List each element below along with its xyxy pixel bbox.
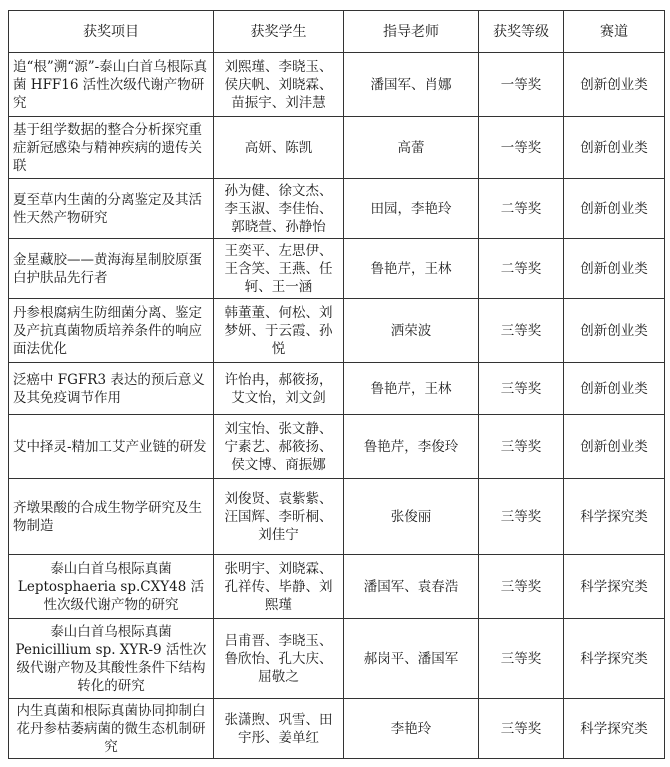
level-cell: 三等奖 [479, 479, 564, 555]
level-cell: 三等奖 [479, 299, 564, 363]
project-cell: 泰山白首乌根际真菌 Penicillium sp. XYR-9 活性次级代谢产物及其酸性条件下结构转化的研究 [9, 619, 214, 699]
level-cell: 三等奖 [479, 699, 564, 759]
table-row [9, 299, 665, 363]
level-cell: 一等奖 [479, 117, 564, 179]
project-cell: 泰山白首乌根际真菌 Leptosphaeria sp.CXY48 活性次级代谢产物的研究 [9, 555, 214, 619]
track-cell: 科学探究类 [564, 699, 665, 759]
table-row [9, 619, 665, 699]
table-row [9, 53, 665, 117]
project-cell: 追“根”溯“源”-泰山白首乌根际真菌 HFF16 活性次级代谢产物研究 [9, 53, 214, 117]
students-cell: 孙为健、徐文杰、李玉淑、李佳怡、郭晓萱、孙静怡 [214, 179, 344, 239]
teacher-cell: 郝岗平、潘国军 [344, 619, 479, 699]
table-row [9, 117, 665, 179]
teacher-cell: 李艳玲 [344, 699, 479, 759]
project-cell: 艾中择灵-精加工艾产业链的研发 [9, 415, 214, 479]
awards-table [8, 10, 665, 759]
track-cell: 科学探究类 [564, 619, 665, 699]
track-cell: 创新创业类 [564, 299, 665, 363]
project-cell: 基于组学数据的整合分析探究重症新冠感染与精神疾病的遗传关联 [9, 117, 214, 179]
students-cell: 张潇煦、巩雪、田宇彤、姜单红 [214, 699, 344, 759]
project-cell: 齐墩果酸的合成生物学研究及生物制造 [9, 479, 214, 555]
students-cell: 高妍、陈凯 [214, 117, 344, 179]
teacher-cell: 田园，李艳玲 [344, 179, 479, 239]
teacher-cell: 鲁艳芹，王林 [344, 239, 479, 299]
level-cell: 一等奖 [479, 53, 564, 117]
level-cell: 三等奖 [479, 363, 564, 415]
project-cell: 夏至草内生菌的分离鉴定及其活性天然产物研究 [9, 179, 214, 239]
header-teacher: 指导老师 [344, 11, 479, 53]
track-cell: 创新创业类 [564, 53, 665, 117]
project-cell: 丹参根腐病生防细菌分离、鉴定及产抗真菌物质培养条件的响应面法优化 [9, 299, 214, 363]
header-level: 获奖等级 [479, 11, 564, 53]
teacher-cell: 洒荣波 [344, 299, 479, 363]
teacher-cell: 张俊丽 [344, 479, 479, 555]
teacher-cell: 高蕾 [344, 117, 479, 179]
level-cell: 三等奖 [479, 619, 564, 699]
students-cell: 张明宇、刘晓霖、孔祥传、毕静、刘熙瑾 [214, 555, 344, 619]
teacher-cell: 鲁艳芹，李俊玲 [344, 415, 479, 479]
track-cell: 创新创业类 [564, 239, 665, 299]
project-cell: 泛癌中 FGFR3 表达的预后意义及其免疫调节作用 [9, 363, 214, 415]
students-cell: 刘俊贤、袁紫紫、汪国辉、李昕桐、刘佳宁 [214, 479, 344, 555]
teacher-cell: 潘国军、肖娜 [344, 53, 479, 117]
track-cell: 创新创业类 [564, 363, 665, 415]
table-row [9, 555, 665, 619]
header-project: 获奖项目 [9, 11, 214, 53]
project-cell: 内生真菌和根际真菌协同抑制白花丹参枯萎病菌的微生态机制研究 [9, 699, 214, 759]
table-row [9, 479, 665, 555]
track-cell: 科学探究类 [564, 555, 665, 619]
students-cell: 许怡冉，郝筱扬，艾文怡，刘文剑 [214, 363, 344, 415]
table-row [9, 239, 665, 299]
table-row [9, 179, 665, 239]
project-cell: 金星藏胶——黄海海星制胶原蛋白护肤品先行者 [9, 239, 214, 299]
track-cell: 创新创业类 [564, 117, 665, 179]
table-header-row [9, 11, 665, 53]
track-cell: 创新创业类 [564, 415, 665, 479]
students-cell: 韩董董、何松、刘梦妍、于云霞、孙悦 [214, 299, 344, 363]
students-cell: 刘熙瑾、李晓玉、侯庆帆、刘晓霖、苗振宇、刘沣慧 [214, 53, 344, 117]
header-students: 获奖学生 [214, 11, 344, 53]
students-cell: 王奕平、左思伊、王含笑、王燕、任轲、王一涵 [214, 239, 344, 299]
teacher-cell: 鲁艳芹，王林 [344, 363, 479, 415]
level-cell: 三等奖 [479, 555, 564, 619]
level-cell: 三等奖 [479, 415, 564, 479]
level-cell: 二等奖 [479, 179, 564, 239]
teacher-cell: 潘国军、袁春浩 [344, 555, 479, 619]
level-cell: 二等奖 [479, 239, 564, 299]
track-cell: 创新创业类 [564, 179, 665, 239]
table-row [9, 699, 665, 759]
students-cell: 吕甫晋、李晓玉、鲁欣怡、孔大庆、屈敬之 [214, 619, 344, 699]
table-row [9, 415, 665, 479]
header-track: 赛道 [564, 11, 665, 53]
track-cell: 科学探究类 [564, 479, 665, 555]
students-cell: 刘宝怡、张文静、宁素艺、郝筱扬、侯文博、商振娜 [214, 415, 344, 479]
table-row [9, 363, 665, 415]
